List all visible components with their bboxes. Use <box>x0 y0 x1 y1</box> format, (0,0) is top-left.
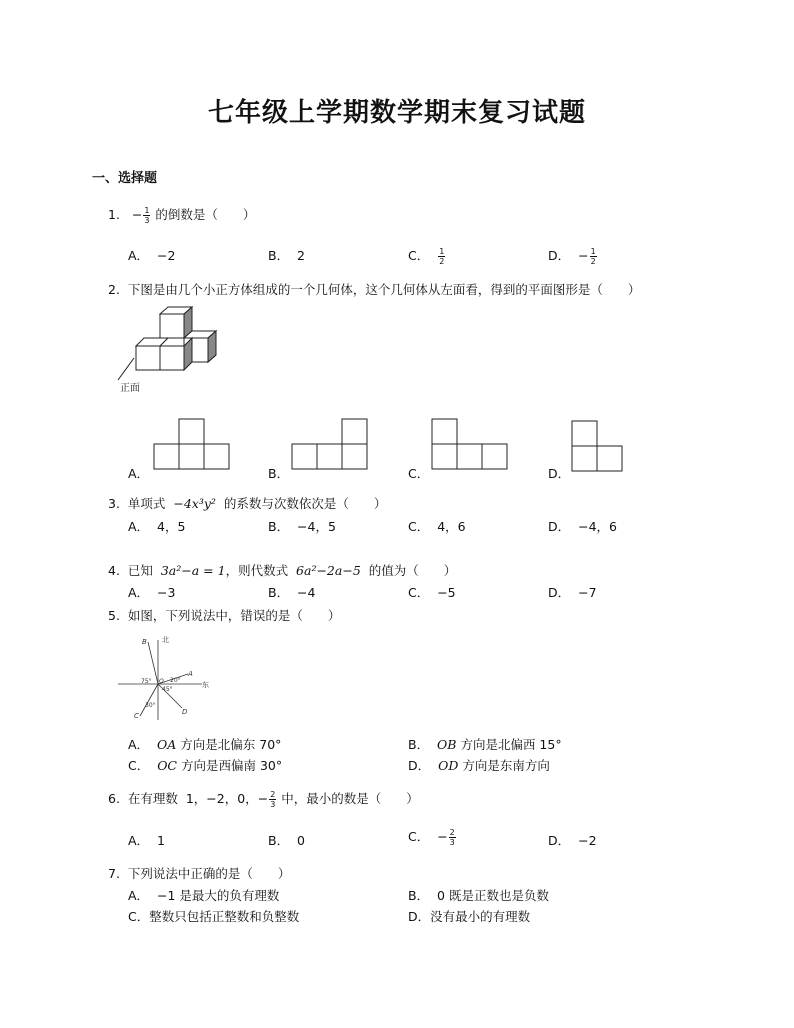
option-b[interactable]: B． OB 方向是北偏西 15° <box>408 737 562 752</box>
option-a[interactable]: A． 1 <box>128 833 165 848</box>
option-b[interactable]: B． 2 <box>268 248 305 263</box>
question-4: 4. 已知 3a²−a = 1，则代数式 6a²−2a−5 的值为（ ） <box>108 563 457 578</box>
option-d[interactable]: D． −2 <box>548 833 597 848</box>
question-1 <box>108 205 255 225</box>
svg-text:75°: 75° <box>141 678 152 685</box>
question-expression: 6a²−2a−5 <box>296 563 361 578</box>
option-d[interactable]: D． − $\frac{1}{2}$ <box>548 247 596 266</box>
direction-angle-figure <box>114 632 214 722</box>
figure-label-front: 正面 <box>120 383 140 394</box>
svg-text:北: 北 <box>162 636 169 644</box>
option-c[interactable]: C． 4，6 <box>408 519 466 534</box>
svg-text:20°: 20° <box>170 677 181 684</box>
option-b[interactable]: B． <box>268 466 290 481</box>
question-6: 6. 在有理数 1，−2，0，− $\frac{2}{3}$ 中，最小的数是（ ） <box>108 790 419 809</box>
question-text: 下图是由几个小正方体组成的一个几何体，这个几何体从左面看，得到的平面图形是（ ） <box>127 282 641 297</box>
svg-text:O: O <box>159 678 164 685</box>
option-d[interactable]: D． <box>548 466 571 481</box>
svg-text:C: C <box>134 712 139 720</box>
question-expression: −4x³y² <box>173 496 216 511</box>
question-5 <box>108 606 340 624</box>
svg-text:B: B <box>142 638 147 646</box>
svg-text:A: A <box>188 670 193 678</box>
question-text: 如图，下列说法中，错误的是（ ） <box>127 608 341 623</box>
option-a[interactable]: A． −2 <box>128 248 176 263</box>
svg-text:45°: 45° <box>162 686 173 693</box>
question-2 <box>108 280 640 298</box>
question-text: 的倒数是（ ） <box>155 207 256 222</box>
number-list: 1，−2，0， <box>185 791 258 806</box>
option-d[interactable]: D． OD 方向是东南方向 <box>408 758 550 773</box>
cube-solid-figure <box>112 306 222 396</box>
question-3: 3. 单项式 −4x³y² 的系数与次数依次是（ ） <box>108 496 387 511</box>
option-a[interactable]: A． OA 方向是北偏东 70° <box>128 737 282 752</box>
question-number: 3. <box>108 496 120 511</box>
option-d[interactable]: D． −7 <box>548 585 597 600</box>
option-b[interactable]: B． −4 <box>268 585 316 600</box>
option-d[interactable]: D．没有最小的有理数 <box>408 909 531 924</box>
svg-text:东: 东 <box>202 681 209 689</box>
question-number: 2. <box>108 282 120 297</box>
option-a-view-figure[interactable] <box>152 418 232 472</box>
option-c[interactable]: C． $\frac{1}{2}$ <box>408 247 445 266</box>
option-b[interactable]: B． 0 既是正数也是负数 <box>408 888 549 903</box>
question-7 <box>108 864 290 882</box>
option-b-view-figure[interactable] <box>290 418 370 472</box>
svg-text:30°: 30° <box>145 702 156 709</box>
page-title: 七年级上学期数学期末复习试题 <box>207 98 586 128</box>
option-b[interactable]: B． 0 <box>268 833 305 848</box>
question-expression: − $\frac{1}{3}$ <box>131 206 150 225</box>
option-a[interactable]: A． −1 是最大的负有理数 <box>128 888 280 903</box>
question-number: 7. <box>108 866 120 881</box>
question-number: 5. <box>108 608 120 623</box>
option-a[interactable]: A． <box>128 466 150 481</box>
option-d[interactable]: D． −4，6 <box>548 519 617 534</box>
option-c[interactable]: C． −5 <box>408 585 456 600</box>
option-a[interactable]: A． −3 <box>128 585 176 600</box>
option-d-view-figure[interactable] <box>570 420 626 474</box>
question-number: 6. <box>108 791 120 806</box>
svg-text:D: D <box>182 708 188 716</box>
option-c[interactable]: C． <box>408 466 430 481</box>
option-b[interactable]: B． −4，5 <box>268 519 336 534</box>
option-c[interactable]: C． − $\frac{2}{3}$ <box>408 828 455 847</box>
question-number: 4. <box>108 563 120 578</box>
condition-expression: 3a²−a = 1 <box>160 563 226 578</box>
section-heading: 一、选择题 <box>92 171 158 186</box>
option-c[interactable]: C． OC 方向是西偏南 30° <box>128 758 283 773</box>
option-c-view-figure[interactable] <box>430 418 510 472</box>
option-a[interactable]: A． 4，5 <box>128 519 186 534</box>
question-number: 1. <box>108 207 120 222</box>
option-c[interactable]: C．整数只包括正整数和负整数 <box>128 909 300 924</box>
question-text: 下列说法中正确的是（ ） <box>127 866 291 881</box>
